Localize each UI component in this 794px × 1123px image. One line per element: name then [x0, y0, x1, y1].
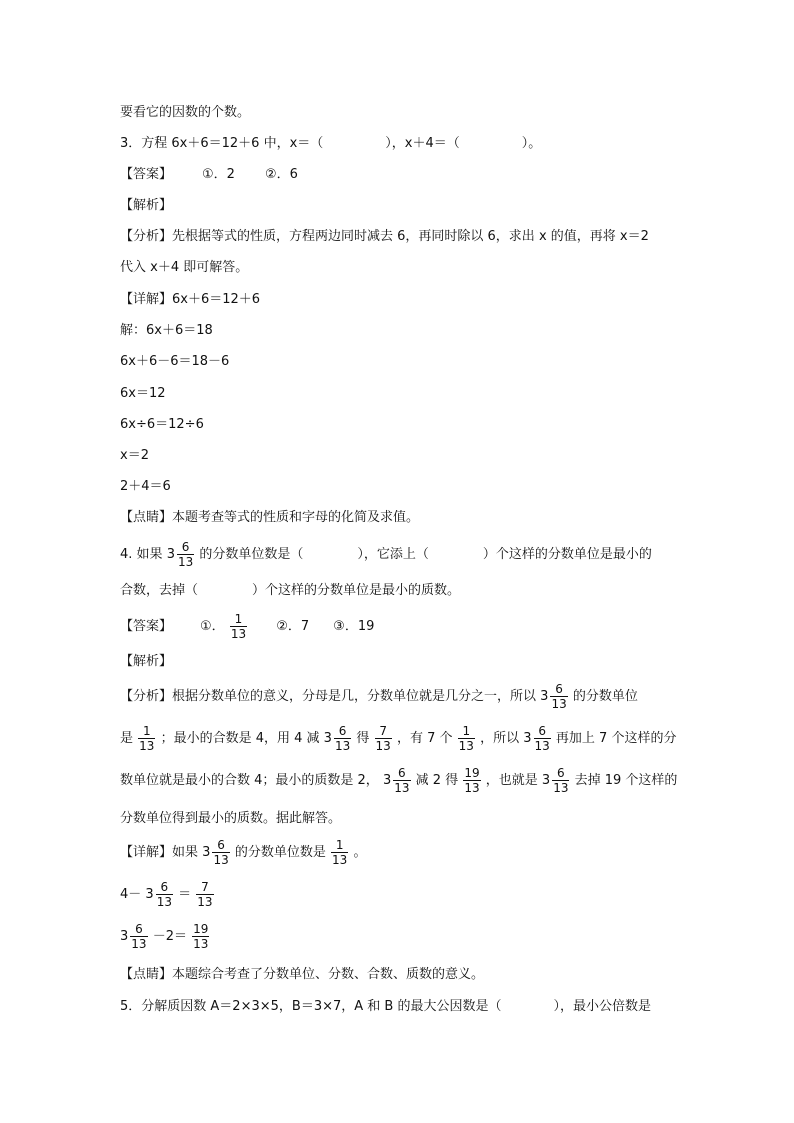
text-line [120, 104, 250, 122]
fenxi-text: 得 [356, 731, 370, 746]
fraction [196, 880, 213, 909]
q3-dianjing [120, 509, 419, 527]
q3-text-b: ），x＋4＝（ [385, 136, 460, 151]
q4-equation-2 [120, 922, 210, 951]
answer-label: 【答案】 [120, 167, 173, 182]
answer-2: ②．6 [264, 167, 298, 182]
fraction [130, 922, 147, 951]
mixed-number [542, 766, 571, 795]
whole: 3 [202, 844, 211, 860]
fenxi-text: 减 2 得 [415, 773, 459, 788]
q3-detail [120, 291, 260, 309]
eq-text: －2＝ [152, 929, 187, 944]
answer-label: 【答案】 [120, 619, 173, 634]
step-text: 6x＋6－6＝18－6 [120, 354, 230, 369]
step-text: 6x＝12 [120, 386, 166, 401]
q5-text: ），最小公倍数是 [553, 999, 651, 1014]
numerator: 6 [130, 922, 147, 937]
fenxi-text: 【分析】根据分数单位的意义，分母是几，分数单位就是几分之一，所以 [120, 689, 537, 704]
fenxi-text: 的分数单位 [572, 689, 638, 704]
dianjing-text: 【点睛】本题综合考查了分数单位、分数、合数、质数的意义。 [120, 967, 485, 982]
q4-answer [120, 612, 374, 641]
whole: 3 [120, 928, 129, 944]
fraction [550, 682, 567, 711]
q4-text: 的分数单位数是（ [199, 547, 304, 562]
detail-text: 【详解】6x＋6＝12＋6 [120, 292, 261, 307]
q4-text: 合数，去掉（ [120, 583, 199, 598]
q3-step [120, 353, 229, 371]
q4-analysis-label [120, 653, 172, 671]
fraction [534, 724, 551, 753]
denominator: 13 [458, 739, 474, 753]
q3-step [120, 478, 171, 496]
detail-text: 。 [353, 845, 367, 860]
numerator: 6 [550, 682, 567, 697]
fenxi-text: 代入 x＋4 即可解答。 [120, 260, 249, 275]
denominator: 13 [213, 853, 229, 867]
fraction [552, 766, 569, 795]
analysis-label: 【解析】 [120, 198, 173, 213]
q4-text: 4. 如果 [120, 547, 163, 562]
whole: 3 [523, 730, 532, 746]
fenxi-text: 去掉 19 个这样的 [574, 773, 678, 788]
fraction [156, 880, 173, 909]
fraction [458, 724, 475, 753]
denominator: 13 [551, 697, 567, 711]
q3-step [120, 447, 149, 465]
whole: 3 [166, 546, 175, 562]
q4-fenxi-2 [120, 724, 676, 753]
q3-step [120, 385, 166, 403]
denominator: 13 [193, 937, 209, 951]
numerator: 6 [334, 724, 351, 739]
step-text: 2＋4＝6 [120, 479, 171, 494]
mixed-number [120, 922, 149, 951]
q4-text: ）个这样的分数单位是最小的质数。 [252, 583, 461, 598]
fenxi-text: ，所以 [480, 731, 520, 746]
denominator: 13 [534, 739, 550, 753]
numerator: 1 [331, 838, 348, 853]
q3-answer [120, 166, 298, 184]
whole: 3 [541, 772, 551, 788]
step-text: 6x÷6＝12÷6 [120, 417, 204, 432]
fenxi-text: ；最小的合数是 4，用 4 减 [160, 731, 320, 746]
fenxi-text: 再加上 7 个这样的分 [555, 731, 677, 746]
q3-step [120, 322, 213, 340]
whole: 3 [540, 688, 549, 704]
fraction [393, 766, 410, 795]
denominator: 13 [131, 937, 147, 951]
q4-fenxi-1 [120, 682, 638, 711]
mixed-number [324, 724, 353, 753]
eq-text: 4－ [120, 887, 142, 902]
denominator: 13 [553, 781, 569, 795]
numerator: 1 [458, 724, 475, 739]
denominator: 13 [394, 781, 410, 795]
mixed-number [167, 540, 196, 569]
fraction [334, 724, 351, 753]
denominator: 13 [332, 853, 348, 867]
answer-1: ①．2 [202, 167, 235, 182]
denominator: 13 [464, 781, 480, 795]
numerator: 6 [552, 766, 569, 781]
q4-dianjing [120, 966, 484, 984]
mixed-number [145, 880, 174, 909]
mixed-number [540, 682, 569, 711]
q4-fenxi-4 [120, 810, 341, 828]
detail-text: 的分数单位数是 [234, 845, 326, 860]
fenxi-text: 【分析】先根据等式的性质，方程两边同时减去 6，再同时除以 6，求出 x 的值，再将 x＝2 [120, 229, 649, 244]
mixed-number [523, 724, 552, 753]
denominator: 13 [375, 739, 391, 753]
fraction [192, 922, 209, 951]
q3-fenxi-1 [120, 228, 649, 246]
whole: 3 [382, 772, 392, 788]
fraction [177, 540, 194, 569]
question-3 [120, 135, 541, 153]
numerator: 6 [212, 838, 229, 853]
fenxi-text: 数单位就是最小的合数 4；最小的质数是 2， [120, 773, 379, 788]
answer-1-prefix: ①． [200, 619, 225, 634]
q3-text-a: 3．方程 6x＋6＝12＋6 中，x＝（ [120, 136, 324, 151]
detail-text: 【详解】如果 [120, 845, 199, 860]
numerator: 6 [177, 540, 194, 555]
fenxi-text: ，有 7 个 [396, 731, 453, 746]
question-4-line-2 [120, 582, 460, 600]
fraction [375, 724, 392, 753]
whole: 3 [323, 730, 332, 746]
mixed-number [383, 766, 412, 795]
analysis-label: 【解析】 [120, 654, 173, 669]
denominator: 13 [197, 895, 213, 909]
numerator: 19 [193, 922, 209, 936]
q5-text: 5．分解质因数 A＝2×3×5，B＝3×7，A 和 B 的最大公因数是（ [120, 999, 502, 1014]
fenxi-text: ，也就是 [485, 773, 538, 788]
numerator: 6 [156, 880, 173, 895]
step-text: x＝2 [120, 448, 149, 463]
numerator: 19 [464, 766, 480, 780]
numerator: 6 [393, 766, 410, 781]
fraction [463, 766, 480, 795]
fraction [331, 838, 348, 867]
answer-3: ③．19 [333, 619, 375, 634]
numerator: 6 [534, 724, 551, 739]
q4-text: ）个这样的分数单位是最小的 [482, 547, 652, 562]
q3-step [120, 416, 204, 434]
answer-2: ②．7 [276, 619, 310, 634]
text: 要看它的因数的个数。 [120, 105, 251, 120]
q3-fenxi-2 [120, 259, 248, 277]
mixed-number [202, 838, 231, 867]
fraction [138, 724, 155, 753]
denominator: 13 [230, 627, 247, 641]
numerator: 7 [375, 724, 392, 739]
whole: 3 [145, 886, 154, 902]
q3-analysis-label [120, 197, 172, 215]
denominator: 13 [156, 895, 172, 909]
q4-equation-1 [120, 880, 215, 909]
denominator: 13 [334, 739, 351, 753]
q3-text-c: ）。 [521, 136, 542, 151]
q4-text: ），它添上（ [357, 547, 429, 562]
q4-fenxi-3 [120, 766, 677, 795]
numerator: 1 [230, 612, 247, 627]
question-4-line-1 [120, 540, 652, 569]
numerator: 7 [196, 880, 213, 895]
fenxi-text: 分数单位得到最小的质数。据此解答。 [120, 811, 342, 826]
denominator: 13 [177, 555, 194, 569]
eq-text: ＝ [178, 887, 192, 902]
numerator: 1 [138, 724, 155, 739]
fraction [230, 612, 247, 641]
question-5 [120, 998, 651, 1016]
fenxi-text: 是 [120, 731, 134, 746]
step-text: 解：6x＋6＝18 [120, 323, 213, 338]
fraction [212, 838, 229, 867]
q4-detail [120, 838, 366, 867]
denominator: 13 [139, 739, 155, 753]
dianjing-text: 【点睛】本题考查等式的性质和字母的化简及求值。 [120, 510, 420, 525]
